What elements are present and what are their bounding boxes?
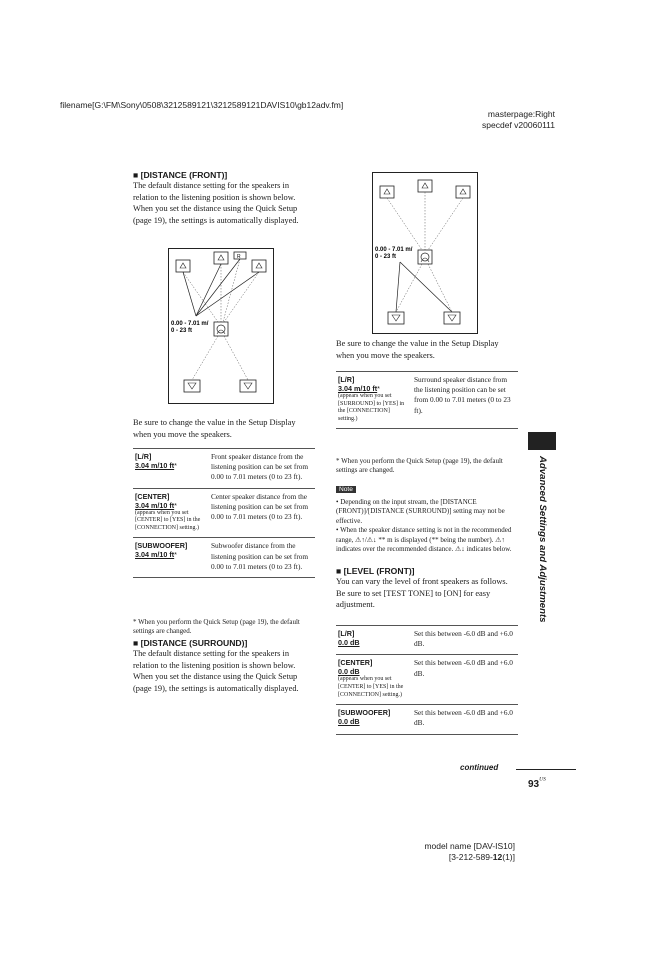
table-row	[133, 449, 315, 489]
distance-front-body: The default distance setting for the speakers in relation to the listening position is shown below. When you set the distance using the Quick Setup (page 19), the settings is automatically displayed.	[133, 181, 299, 225]
filename-header: filename[G:\FM\Sony\0508\3212589121\3212589121DAVIS10\gb12adv.fm]	[60, 100, 344, 110]
surround-left-speaker-icon	[388, 312, 404, 324]
distance-surround-body: The default distance setting for the speakers in relation to the listening position is shown below. When you set the distance using the Quick Setup (page 19), the settings is automatically displayed.	[133, 649, 299, 693]
front-right-speaker-icon	[456, 186, 470, 198]
note-item-2-b: /	[364, 535, 367, 544]
surround-distance-diagram	[372, 172, 478, 334]
table-row	[336, 655, 518, 705]
center-speaker-icon	[214, 252, 228, 264]
center-speaker-icon	[418, 180, 432, 192]
surround-lr-desc: Surround speaker distance from the listening position can be set from 0.00 to 7.01 meters (0 to 23 ft).	[412, 372, 518, 429]
front-sub-desc: Subwoofer distance from the listening position can be set from 0.00 to 7.01 meters (0 to 23 ft).	[209, 538, 315, 578]
subwoofer-icon	[234, 252, 246, 260]
surround-right-speaker-icon	[444, 312, 460, 324]
level-center-desc: Set this between -6.0 dB and +6.0 dB.	[412, 655, 518, 705]
level-lr-key: [L/R]	[338, 629, 355, 638]
specdef-label: specdef v20060111	[482, 120, 555, 130]
front-lr-desc: Front speaker distance from the listening position can be set from 0.00 to 7.01 meters (0 to 23 ft).	[209, 449, 315, 489]
listener-icon	[418, 250, 432, 264]
surround-distance-range-ft-label: 0 - 23 ft	[375, 254, 397, 260]
front-center-desc: Center speaker distance from the listening position can be set from 0.00 to 7.01 meters (0 to 23 ft).	[209, 488, 315, 538]
part-code-a: [3-212-589-	[448, 852, 493, 862]
distance-surround-section	[133, 638, 315, 694]
front-center-sub: (appears when you set [CENTER] to [YES] in the [CONNECTION] setting.)	[135, 509, 201, 531]
continued-label: continued	[460, 763, 499, 772]
level-sub-key: [SUBWOOFER]	[338, 708, 391, 718]
model-name-label: model name [DAV-IS10]	[424, 841, 515, 851]
surround-hint: Be sure to change the value in the Setup Display when you move the speakers.	[336, 339, 499, 360]
distance-surround-heading: ■ [DISTANCE (SURROUND)]	[133, 638, 248, 648]
front-sub-key: [SUBWOOFER]	[135, 541, 188, 551]
over-range-icon: ⚠↑	[355, 535, 365, 544]
level-front-section	[336, 566, 518, 611]
surround-distance-range-label: 0.00 - 7.01 m/	[375, 247, 413, 253]
distance-front-heading: ■ [DISTANCE (FRONT)]	[133, 170, 228, 180]
page-number-suffix: US	[539, 776, 546, 783]
listener-icon	[214, 322, 228, 336]
front-footnote: * When you perform the Quick Setup (page 19), the default settings are changed.	[133, 618, 300, 636]
surround-right-speaker-icon	[240, 380, 256, 392]
level-sub-value: 0.0 dB	[338, 717, 360, 727]
front-lr-value: 3.04 m/10 ft	[135, 461, 175, 470]
level-lr-value: 0.0 dB	[338, 638, 360, 647]
level-center-sub: (appears when you set [CENTER] to [YES] in the [CONNECTION] setting.)	[338, 676, 404, 698]
level-sub-desc: Set this between -6.0 dB and +6.0 dB.	[412, 705, 518, 734]
part-code-b: 12	[492, 852, 503, 862]
front-distance-range-label: 0.00 - 7.01 m/	[171, 321, 209, 327]
table-row	[336, 372, 518, 429]
surround-lr-sub: (appears when you set [SURROUND] to [YES] in the [CONNECTION] setting.)	[338, 393, 405, 422]
note-item-2-d: indicates over the recommended distance.	[336, 545, 454, 554]
part-code-c: (1)]	[502, 852, 515, 862]
table-row	[133, 538, 315, 578]
surround-distance-table	[336, 371, 518, 429]
front-right-speaker-icon	[252, 260, 266, 272]
section-tab-block	[528, 432, 556, 450]
front-center-value: 3.04 m/10 ft	[135, 500, 175, 510]
level-front-body: You can vary the level of front speakers as follows. Be sure to set [TEST TONE] to [ON] for easy adjustment.	[336, 577, 508, 610]
surround-footnote: * When you perform the Quick Setup (page 19), the default settings are changed.	[336, 457, 503, 475]
table-row	[336, 705, 518, 734]
page-number-digits: 93	[528, 779, 540, 790]
part-code-label	[449, 852, 515, 862]
continued-row	[460, 763, 576, 775]
front-hint: Be sure to change the value in the Setup Display when you move the speakers.	[133, 418, 296, 439]
over-range-icon: ⚠↑	[495, 535, 505, 544]
level-center-key: [CENTER]	[338, 658, 373, 668]
table-row	[133, 488, 315, 538]
continued-rule	[516, 769, 576, 770]
page-number	[528, 774, 546, 792]
level-front-table	[336, 625, 518, 735]
distance-front-section	[133, 170, 315, 226]
front-left-speaker-icon	[176, 260, 190, 272]
level-lr-desc: Set this between -6.0 dB and +6.0 dB.	[412, 626, 518, 655]
surround-left-speaker-icon	[184, 380, 200, 392]
front-lr-key: [L/R]	[135, 452, 152, 461]
front-center-key: [CENTER]	[135, 491, 170, 501]
front-left-speaker-icon	[380, 186, 394, 198]
front-distance-range-ft-label: 0 - 23 ft	[171, 328, 193, 334]
front-sub-value: 3.04 m/10 ft	[135, 550, 175, 560]
table-row	[336, 626, 518, 655]
note-item-2-e: indicates below.	[466, 545, 512, 554]
note-label: Note	[336, 486, 356, 493]
level-center-value: 0.0 dB	[338, 667, 360, 677]
surround-lr-key: [L/R]	[338, 375, 355, 384]
level-front-heading: ■ [LEVEL (FRONT)]	[336, 566, 415, 576]
sidebar-section-label: Advanced Settings and Adjustments	[537, 456, 548, 623]
front-distance-diagram	[168, 248, 274, 404]
note-item-2	[336, 526, 520, 554]
note-item-2-a: • When the speaker distance setting is not in the recommended range,	[336, 526, 512, 544]
note-item-2-c: ** m is displayed (** being the number).	[378, 535, 494, 544]
note-block	[336, 478, 520, 554]
under-range-icon: ⚠↓	[454, 545, 465, 554]
masterpage-label: masterpage:Right	[487, 109, 555, 119]
front-distance-table	[133, 448, 315, 578]
front-center-star: *	[174, 500, 177, 510]
under-range-icon: ⚠↓	[366, 535, 377, 544]
surround-lr-value: 3.04 m/10 ft	[338, 384, 378, 393]
front-sub-star: *	[174, 550, 177, 560]
front-lr-star: *	[174, 461, 177, 470]
svg-text:R: R	[237, 254, 241, 260]
note-item-1: • Depending on the input stream, the [DISTANCE (FRONT)]/[DISTANCE (SURROUND)] setting may not be effective.	[336, 498, 505, 525]
surround-lr-star: *	[377, 384, 380, 393]
